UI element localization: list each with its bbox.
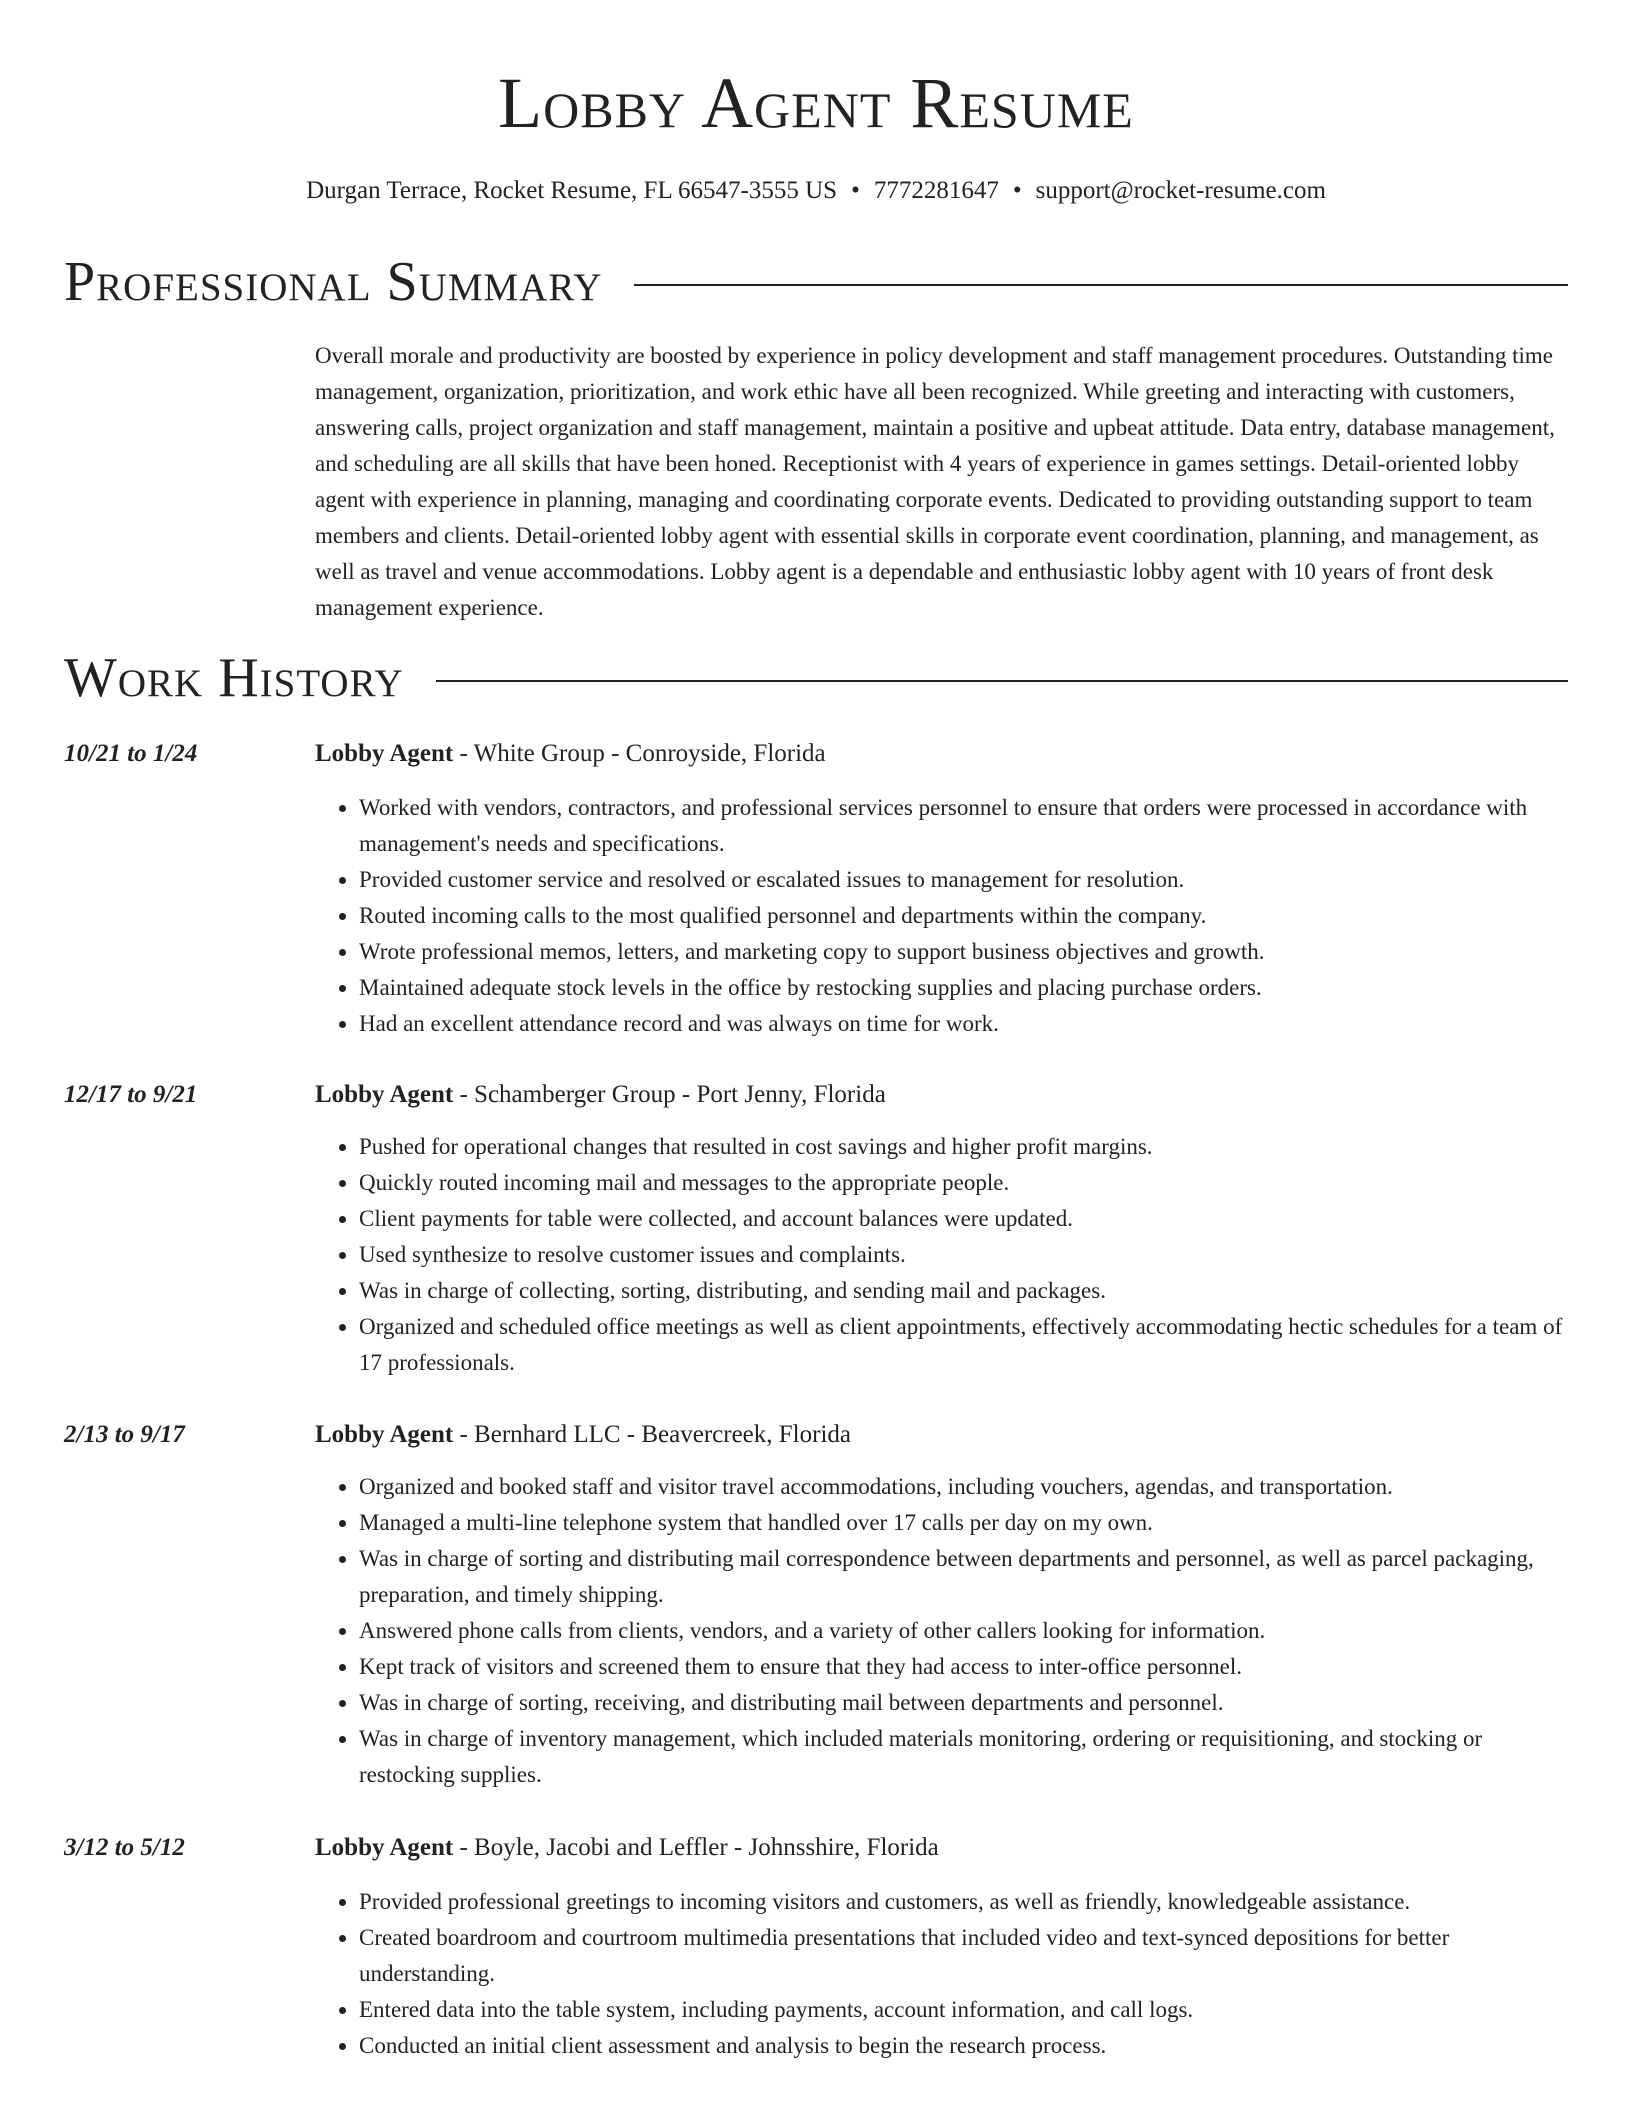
job-title: Lobby Agent [315,1421,454,1448]
list-item: • Was in charge of inventory management, which included materials monitoring, ordering or requisitioning, and stocking or restocking supplies. [359,1721,1568,1793]
job-bullets [315,1129,1568,1381]
list-item: • Was in charge of sorting and distributing mail correspondence between departments and personnel, as well as parcel packaging, preparation, and timely shipping. [359,1541,1568,1613]
job-bullets [315,790,1568,1042]
job-title: Lobby Agent [315,740,454,767]
section-professional-summary [64,250,1568,314]
list-item: • Client payments for table were collected, and account balances were updated. [359,1201,1568,1237]
list-item: • Was in charge of collecting, sorting, distributing, and sending mail and packages. [359,1273,1568,1309]
list-item: • Provided customer service and resolved or escalated issues to management for resolution. [359,862,1568,898]
job-heading [315,1077,886,1113]
list-item: • Organized and booked staff and visitor travel accommodations, including vouchers, agendas, and transportation. [359,1469,1568,1505]
job-dates: 3/12 to 5/12 [64,1834,185,1861]
list-item: • Created boardroom and courtroom multimedia presentations that included video and text-synced depositions for better understanding. [359,1920,1568,1992]
list-item: • Kept track of visitors and screened them to ensure that they had access to inter-office personnel. [359,1649,1568,1685]
contact-separator: • [1012,177,1022,204]
job-bullets [315,1469,1568,1793]
list-item: • Wrote professional memos, letters, and marketing copy to support business objectives and growth. [359,934,1568,970]
job-title: Lobby Agent [315,1834,454,1861]
contact-phone: 7772281647 [873,177,999,204]
list-item: • Answered phone calls from clients, vendors, and a variety of other callers looking for information. [359,1613,1568,1649]
summary-text: Overall morale and productivity are boosted by experience in policy development and staff management procedures. Outstanding time management, organization, prioritization, and work ethic have all been recognized. While greeting and interacting with customers, answering calls, project organization and staff management, maintain a positive and upbeat attitude. Data entry, database management, and scheduling are all skills that have been honed. Receptionist with 4 years of experience in games settings. Detail-oriented lobby agent with experience in planning, managing and coordinating corporate events. Dedicated to providing outstanding support to team members and clients. Detail-oriented lobby agent with essential skills in corporate event coordination, planning, and management, as well as travel and venue accommodations. Lobby agent is a dependable and enthusiastic lobby agent with 10 years of front desk management experience. [315,343,1555,620]
list-item: • Was in charge of sorting, receiving, and distributing mail between departments and personnel. [359,1685,1568,1721]
list-item: • Managed a multi-line telephone system that handled over 17 calls per day on my own. [359,1505,1568,1541]
section-heading: Work History [64,647,404,709]
job-dates: 2/13 to 9/17 [64,1421,185,1448]
job-heading [315,1830,939,1866]
contact-email: support@rocket-resume.com [1035,177,1326,204]
job-heading [315,736,826,772]
job-dates: 10/21 to 1/24 [64,740,198,767]
list-item: • Quickly routed incoming mail and messages to the appropriate people. [359,1165,1568,1201]
list-item: • Used synthesize to resolve customer issues and complaints. [359,1237,1568,1273]
list-item: • Pushed for operational changes that resulted in cost savings and higher profit margins. [359,1129,1568,1165]
page-title: Lobby Agent Resume [498,63,1134,143]
job-title: Lobby Agent [315,1081,454,1108]
list-item: • Entered data into the table system, including payments, account information, and call logs. [359,1992,1568,2028]
section-work-history [64,646,1568,710]
list-item: • Had an excellent attendance record and was always on time for work. [359,1006,1568,1042]
list-item: • Conducted an initial client assessment and analysis to begin the research process. [359,2028,1568,2064]
list-item: • Routed incoming calls to the most qualified personnel and departments within the company. [359,898,1568,934]
list-item: • Organized and scheduled office meetings as well as client appointments, effectively accommodating hectic schedules for a team of 17 professionals. [359,1309,1568,1381]
section-heading: Professional Summary [64,251,603,313]
contact-address: Durgan Terrace, Rocket Resume, FL 66547-3555 US [306,177,838,204]
list-item: • Maintained adequate stock levels in the office by restocking supplies and placing purchase orders. [359,970,1568,1006]
section-divider [436,680,1568,682]
job-employer: - Boyle, Jacobi and Leffler - Johnsshire, Florida [453,1834,939,1861]
list-item: • Provided professional greetings to incoming visitors and customers, as well as friendly, knowledgeable assistance. [359,1884,1568,1920]
job-dates: 12/17 to 9/21 [64,1081,198,1108]
job-heading [315,1417,851,1453]
job-employer: - Schamberger Group - Port Jenny, Florida [453,1081,886,1108]
contact-line [0,174,1632,208]
section-divider [634,284,1568,286]
list-item: • Worked with vendors, contractors, and professional services personnel to ensure that orders were processed in accordance with management's needs and specifications. [359,790,1568,862]
job-bullets [315,1884,1568,2064]
job-employer: - Bernhard LLC - Beavercreek, Florida [453,1421,851,1448]
job-employer: - White Group - Conroyside, Florida [453,740,826,767]
contact-separator: • [851,177,860,204]
